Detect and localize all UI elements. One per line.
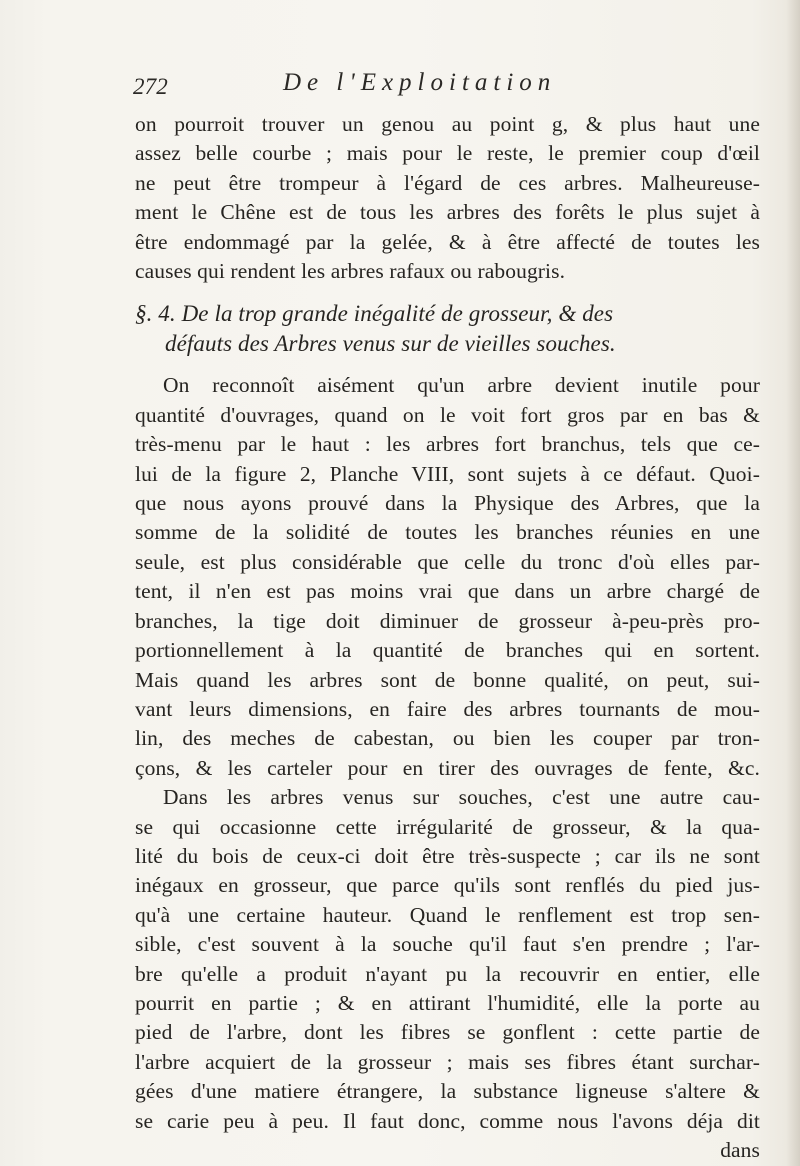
text-line: très-menu par le haut : les arbres fort branchus, tels que ce- bbox=[135, 432, 760, 457]
text-line: bre qu'elle a produit n'ayant pu la recouvrir en entier, elle bbox=[135, 961, 760, 986]
text-line: lité du bois de ceux-ci doit être très-suspecte ; car ils ne sont bbox=[135, 843, 760, 868]
section-heading bbox=[135, 299, 760, 359]
text-line: gées d'une matiere étrangere, la substance ligneuse s'altere & bbox=[135, 1079, 760, 1104]
text-line: pourrit en partie ; & en attirant l'humidité, elle la porte au bbox=[135, 990, 760, 1015]
text-line: se carie peu à peu. Il faut donc, comme nous l'avons déja dit bbox=[135, 1108, 760, 1133]
text-line: l'arbre acquiert de la grosseur ; mais ses fibres étant surchar- bbox=[135, 1049, 760, 1074]
page-content bbox=[135, 70, 760, 1165]
text-line: tent, il n'en est pas moins vrai que dans un arbre chargé de bbox=[135, 579, 760, 604]
catchword: dans bbox=[720, 1138, 760, 1162]
text-line: lui de la figure 2, Planche VIII, sont sujets à ce défaut. Quoi- bbox=[135, 461, 760, 486]
text-line: ne peut être trompeur à l'égard de ces arbres. Malheureuse- bbox=[135, 170, 760, 195]
text-line: çons, & les carteler pour en tirer des ouvrages de fente, &c. bbox=[135, 755, 760, 780]
text-line: assez belle courbe ; mais pour le reste, le premier coup d'œil bbox=[135, 141, 760, 166]
text-line: sible, c'est souvent à la souche qu'il faut s'en prendre ; l'ar- bbox=[135, 932, 760, 957]
section-heading-line: §. 4. De la trop grande inégalité de grosseur, & des bbox=[135, 301, 614, 327]
text-line: Mais quand les arbres sont de bonne qualité, on peut, sui- bbox=[135, 667, 760, 692]
text-line: On reconnoît aisément qu'un arbre devient inutile pour bbox=[163, 373, 760, 398]
text-line: être endommagé par la gelée, & à être affecté de toutes les bbox=[135, 229, 760, 254]
text-line: seule, est plus considérable que celle du tronc d'où elles par- bbox=[135, 549, 760, 574]
text-line: inégaux en grosseur, que parce qu'ils sont renflés du pied jus- bbox=[135, 873, 760, 898]
text-line: portionnellement à la quantité de branches qui en sortent. bbox=[135, 638, 760, 663]
text-line: pied de l'arbre, dont les fibres se gonflent : cette partie de bbox=[135, 1020, 760, 1045]
text-line: branches, la tige doit diminuer de grosseur à-peu-près pro- bbox=[135, 608, 760, 633]
text-line: qu'à une certaine hauteur. Quand le renflement est trop sen- bbox=[135, 902, 760, 927]
page-edge-shadow bbox=[786, 0, 800, 1166]
text-line: lin, des meches de cabestan, ou bien les couper par tron- bbox=[135, 726, 760, 751]
paragraph-1 bbox=[135, 110, 760, 286]
text-line: que nous ayons prouvé dans la Physique des Arbres, que la bbox=[135, 491, 760, 516]
text-line: vant leurs dimensions, en faire des arbres tournants de mou- bbox=[135, 696, 760, 721]
text-line: Dans les arbres venus sur souches, c'est une autre cau- bbox=[163, 785, 760, 810]
text-line: somme de la solidité de toutes les branches réunies en une bbox=[135, 520, 760, 545]
section-heading-line: défauts des Arbres venus sur de vieilles souches. bbox=[165, 331, 616, 357]
paragraph-2 bbox=[135, 371, 760, 1136]
text-line: quantité d'ouvrages, quand on le voit fort gros par en bas & bbox=[135, 402, 760, 427]
text-line: ment le Chêne est de tous les arbres des forêts le plus sujet à bbox=[135, 200, 760, 225]
text-line: se qui occasionne cette irrégularité de grosseur, & la qua- bbox=[135, 814, 760, 839]
text-line: on pourroit trouver un genou au point g, & plus haut une bbox=[135, 112, 760, 136]
text-line: causes qui rendent les arbres rafaux ou rabougris. bbox=[135, 259, 566, 284]
running-title: De l'Exploitation bbox=[283, 69, 557, 96]
page-number: 272 bbox=[133, 74, 168, 99]
page-header bbox=[133, 70, 760, 110]
